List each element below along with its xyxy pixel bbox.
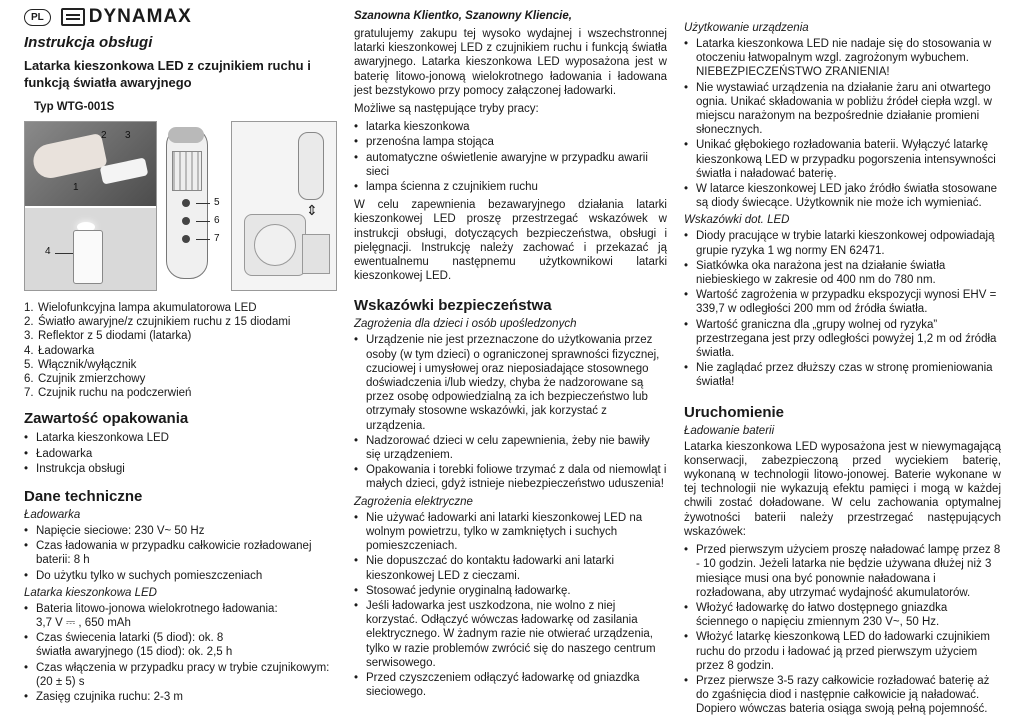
packaging-heading: Zawartość opakowania bbox=[24, 410, 189, 428]
led-grid bbox=[172, 151, 202, 191]
list-item: • Przed pierwszym użyciem proszę naładować lampę przez 8 - 10 godzin. Jeżeli latarka nie będzie używana dłużej niż 3 miesiące musi ona być ponownie naładowana i rozładowana, aby utrzymać wydajność akumulatorów. bbox=[684, 543, 1001, 600]
charging-list bbox=[684, 543, 1001, 716]
list-item: 7. Czujnik ruchu na podczerwień bbox=[24, 387, 192, 400]
list-item: • Zasięg czujnika ruchu: 2-3 m bbox=[24, 690, 339, 704]
header bbox=[24, 0, 339, 34]
list-item: 1. Wielofunkcyjna lampa akumulatorowa LED bbox=[24, 302, 257, 314]
list-item: • Stosować jedynie oryginalną ładowarkę. bbox=[354, 584, 667, 598]
column-middle bbox=[354, 0, 667, 703]
list-item: • przenośna lampa stojąca bbox=[354, 135, 667, 149]
list-item: • Bateria litowo-jonowa wielokrotnego ładowania: 3,7 V ⎓ , 650 mAh bbox=[24, 602, 339, 630]
figure-label-7: 7 bbox=[214, 233, 220, 244]
up-down-arrow-icon: ⇕ bbox=[306, 202, 318, 218]
list-item: • Czas włączenia w przypadku pracy w trybie czujnikowym: (20 ± 5) s bbox=[24, 661, 339, 689]
list-item: • Urządzenie nie jest przeznaczone do użytkowania przez osoby (w tym dzieci) o ograniczonej sprawności fizycznej, czuciowej i umysłowej oraz nieposiadające stosownego doświadczenia i/lub wiedzy, chyba że nadzorowane są przez osobę odpowiedzialną za ich bezpieczeństwo lub otrzymały stosowne wskazówki, jak korzystać z urządzenia. bbox=[354, 333, 667, 432]
list-item: • Instrukcja obsługi bbox=[24, 462, 339, 476]
list-item: • Nie używać ładowarki ani latarki kieszonkowej LED na wolnym powietrzu, tylko w zamkniętych i suchych pomieszczeniach. bbox=[354, 511, 667, 554]
list-item: • Unikać głębokiego rozładowania baterii. Wyłączyć latarkę kieszonkową LED w przypadku pogorszenia intensywności światła i naładować baterię. bbox=[684, 138, 1001, 181]
lamp-illustration bbox=[298, 132, 324, 200]
list-item: • Nadzorować dzieci w celu zapewnienia, żeby nie bawiły się urządzeniem. bbox=[354, 434, 667, 462]
figure-wall-socket bbox=[231, 121, 337, 291]
list-item: • latarka kieszonkowa bbox=[354, 120, 667, 134]
list-item: • Włożyć ładowarkę do łatwo dostępnego gniazdka ściennego o napięciu zmiennym 230 V~, 50 Hz. bbox=[684, 601, 1001, 629]
tech-heading: Dane techniczne bbox=[24, 488, 143, 506]
list-item: • lampa ścienna z czujnikiem ruchu bbox=[354, 180, 667, 194]
charger-illustration bbox=[73, 230, 103, 284]
list-item: • Latarka kieszonkowa LED bbox=[24, 431, 339, 445]
language-badge: PL bbox=[24, 9, 51, 26]
type-label: Typ WTG-001S bbox=[34, 101, 115, 113]
intro-paragraph-2: W celu zapewnienia bezawaryjnego działania latarki kieszonkowej LED proszę przestrzegać wskazówek w instrukcji obsługi, dotyczących bezpieczeństwa, obsługi i pielęgnacji. Instrukcję należy zachować i przekazać ją ewentualnemu następnemu użytkownikowi latarki kieszonkowej LED. bbox=[354, 199, 667, 283]
list-item: • automatyczne oświetlenie awaryjne w przypadku awarii sieci bbox=[354, 151, 667, 179]
list-item: • Włożyć latarkę kieszonkową LED do ładowarki czujnikiem ruchu do przodu i ładować ją przed pierwszym użyciem przez 8 godzin. bbox=[684, 630, 1001, 673]
list-item: • Przed czyszczeniem odłączyć ładowarkę od gniazdka sieciowego. bbox=[354, 671, 667, 699]
list-item: • Jeśli ładowarka jest uszkodzona, nie wolno z niej korzystać. Odłączyć wówczas ładowarkę od zasilania elektrycznego. W żadnym razie nie otwierać urządzenia, tylko w razie problemów zwrócić się do naszego centrum serwisowego. bbox=[354, 599, 667, 670]
list-item: • Latarka kieszonkowa LED nie nadaje się do stosowania w otoczeniu łatwopalnym wzgl. zagrożonym wybuchem. NIEBEZPIECZEŃSTWO ZRANIENIA! bbox=[684, 37, 1001, 80]
figure-front-view bbox=[160, 121, 228, 291]
list-item: 2. Światło awaryjne/z czujnikiem ruchu z 15 diodami bbox=[24, 316, 291, 329]
figure-hand-and-charger bbox=[24, 121, 157, 291]
list-item: • Napięcie sieciowe: 230 V~ 50 Hz bbox=[24, 524, 339, 538]
safety-heading: Wskazówki bezpieczeństwa bbox=[354, 297, 552, 315]
motion-sensor-dot bbox=[182, 235, 190, 243]
usage-list bbox=[684, 37, 1001, 210]
charger-subheading: Ładowarka bbox=[24, 509, 81, 522]
list-item: • Wartość graniczna dla „grupy wolnej od ryzyka” przestrzegana jest przy odległości powyżej 1,2 m od źródła światła. bbox=[684, 318, 1001, 361]
startup-heading: Uruchomienie bbox=[684, 403, 785, 421]
socket-illustration bbox=[254, 224, 296, 266]
list-item: 6. Czujnik zmierzchowy bbox=[24, 373, 146, 386]
figure-label-2: 2 bbox=[101, 130, 107, 141]
switch-dot bbox=[182, 199, 190, 207]
list-item: • Czas świecenia latarki (5 diod): ok. 8 światła awaryjnego (15 diod): ok. 2,5 h bbox=[24, 631, 339, 659]
figure-label-4: 4 bbox=[45, 246, 51, 257]
charging-subheading: Ładowanie baterii bbox=[684, 424, 775, 437]
torch-specs bbox=[24, 602, 339, 704]
electric-list bbox=[354, 511, 667, 700]
list-item: • Nie wystawiać urządzenia na działanie żaru ani otwartego ognia. Unikać składowania w pobliżu źródeł ciepła wzgl. w miejscu narażonym na bezpośrednie działanie promieni słonecznych. bbox=[684, 81, 1001, 138]
usage-subheading: Użytkowanie urządzenia bbox=[684, 22, 809, 34]
list-item: • Czas ładowania w przypadku całkowicie rozładowanej baterii: 8 h bbox=[24, 539, 339, 567]
list-item: 3. Reflektor z 5 diodami (latarka) bbox=[24, 330, 192, 343]
brand-logo bbox=[61, 6, 192, 28]
brand-name: DYNAMAX bbox=[88, 6, 192, 27]
charging-paragraph: Latarka kieszonkowa LED wyposażona jest w niewymagającą konserwacji, zabezpieczoną przed wyciekiem baterię, wykonaną w technologii litowo-jonowej. Baterie wykonane w tej technologii nie wykazują efektu pamięci i mogą w każdej chwili zostać doładowane. W celu zachowania optymalnej żywotności baterii należy przestrzegać następujących wskazówek: bbox=[684, 440, 1001, 538]
list-item: • Wartość zagrożenia w przypadku ekspozycji wynosi EHV = 339,7 w odległości 200 mm od źródła światła. bbox=[684, 288, 1001, 316]
list-item: 4. Ładowarka bbox=[24, 344, 95, 357]
list-item: • Przez pierwsze 3-5 razy całkowicie rozładować baterię aż do zgaśnięcia diod i następnie całkowicie ją naładować. Dopiero wówczas bateria osiąga swoją pełną pojemność. bbox=[684, 674, 1001, 717]
children-subheading: Zagrożenia dla dzieci i osób upośledzonych bbox=[354, 318, 577, 331]
figure-label-3: 3 bbox=[125, 130, 131, 141]
led-list bbox=[684, 229, 1001, 389]
list-item: • Nie zaglądać przez dłuższy czas w stronę promieniowania światła! bbox=[684, 361, 1001, 389]
charger-cube bbox=[302, 234, 330, 274]
list-item: 5. Włącznik/wyłącznik bbox=[24, 358, 137, 371]
intro-paragraph: gratulujemy zakupu tej wysoko wydajnej i wszechstronnej latarki kieszonkowej LED z czujnikiem ruchu i funkcją światła awaryjnego. Latarka kieszonkowa LED wyposażona jest w baterię litowo-jonową wielokrotnego ładowania i ładowana jest bezstykowo przy pomocy załączonej ładowarki. bbox=[354, 28, 667, 97]
product-title: Latarka kieszonkowa LED z czujnikiem ruchu i funkcją światła awaryjnego bbox=[24, 58, 311, 90]
list-item: • Opakowania i torebki foliowe trzymać z dala od niemowląt i małych dzieci, gdyż istnieje niebezpieczeństwo uduszenia! bbox=[354, 463, 667, 491]
parts-list bbox=[24, 301, 339, 400]
dusk-sensor-dot bbox=[182, 217, 190, 225]
product-figures bbox=[24, 121, 339, 291]
led-subheading: Wskazówki dot. LED bbox=[684, 214, 790, 227]
list-item: • Nie dopuszczać do kontaktu ładowarki ani latarki kieszonkowej LED z cieczami. bbox=[354, 554, 667, 582]
modes-intro: Możliwe są następujące tryby pracy: bbox=[354, 103, 539, 116]
list-item: • Do użytku tylko w suchych pomieszczeniach bbox=[24, 569, 339, 583]
list-item: • Ładowarka bbox=[24, 447, 339, 461]
column-left bbox=[24, 0, 339, 708]
torch-subheading: Latarka kieszonkowa LED bbox=[24, 586, 157, 599]
list-item: • Diody pracujące w trybie latarki kieszonkowej odpowiadają grupie ryzyka 1 wg normy EN 62471. bbox=[684, 229, 1001, 257]
modes-list bbox=[354, 120, 667, 194]
children-list bbox=[354, 333, 667, 491]
electric-subheading: Zagrożenia elektryczne bbox=[354, 495, 473, 508]
figure-label-1: 1 bbox=[73, 182, 79, 193]
greeting: Szanowna Klientko, Szanowny Kliencie, bbox=[354, 10, 572, 22]
figure-label-6: 6 bbox=[214, 215, 220, 226]
list-item: • Siatkówka oka narażona jest na działanie światła niebieskiego w zakresie od 400 nm do 780 nm. bbox=[684, 259, 1001, 287]
figure-label-5: 5 bbox=[214, 197, 220, 208]
column-right bbox=[684, 0, 1001, 721]
document-title: Instrukcja obsługi bbox=[24, 34, 153, 51]
packaging-list bbox=[24, 431, 339, 476]
list-item: • W latarce kieszonkowej LED jako źródło światła stosowane są diody świecące. Użytkownik nie może ich wymieniać. bbox=[684, 182, 1001, 210]
brand-mark-icon bbox=[61, 8, 85, 26]
charger-specs bbox=[24, 524, 339, 583]
